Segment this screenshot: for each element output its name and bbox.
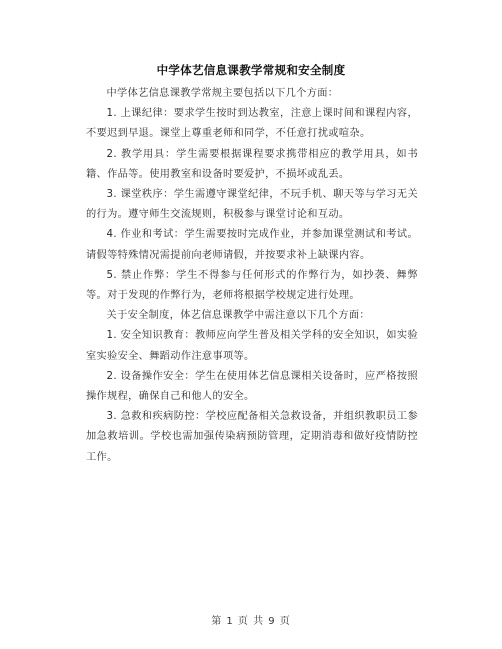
paragraph: 3. 课堂秩序：学生需遵守课堂纪律，不玩手机、聊天等与学习无关的行为。遵守师生交流规则，积极参与课堂讨论和互动。	[86, 189, 418, 221]
page-number-footer: 第 1 页 共 9 页	[211, 616, 291, 627]
paragraph: 1. 安全知识教育：教师应向学生普及相关学科的安全知识，如实验室实验安全、舞蹈动作注意事项等。	[86, 330, 418, 362]
paragraph: 1. 上课纪律：要求学生按时到达教室，注意上课时间和课程内容，不要迟到早退。课堂上尊重老师和同学，不任意打扰或喧杂。	[86, 108, 418, 140]
paragraph: 4. 作业和考试：学生需要按时完成作业，并参加课堂测试和考试。请假等特殊情况需提前向老师请假，并按要求补上缺课内容。	[86, 229, 418, 261]
paragraph: 2. 教学用具：学生需要根据课程要求携带相应的教学用具，如书籍、作品等。使用教室和设备时要爱护，不损坏或乱丢。	[86, 148, 418, 180]
document-body	[86, 84, 418, 468]
paragraph: 5. 禁止作弊：学生不得参与任何形式的作弊行为，如抄袭、舞弊等。对于发现的作弊行为，老师将根据学校规定进行处理。	[86, 269, 418, 302]
paragraph: 关于安全制度，体艺信息课教学中需注意以下几个方面：	[106, 310, 370, 322]
document-title: 中学体艺信息课教学常规和安全制度	[156, 63, 346, 77]
paragraph: 中学体艺信息课教学常规主要包括以下几个方面：	[106, 88, 339, 99]
paragraph: 2. 设备操作安全：学生在使用体艺信息课相关设备时，应严格按照操作规程，确保自己和他人的安全。	[86, 370, 418, 403]
paragraph: 3. 急救和疾病防控：学校应配备相关急救设备，并组织教职员工参加急救培训。学校也需加强传染病预防管理，定期消毒和做好疫情防控工作。	[86, 411, 418, 463]
